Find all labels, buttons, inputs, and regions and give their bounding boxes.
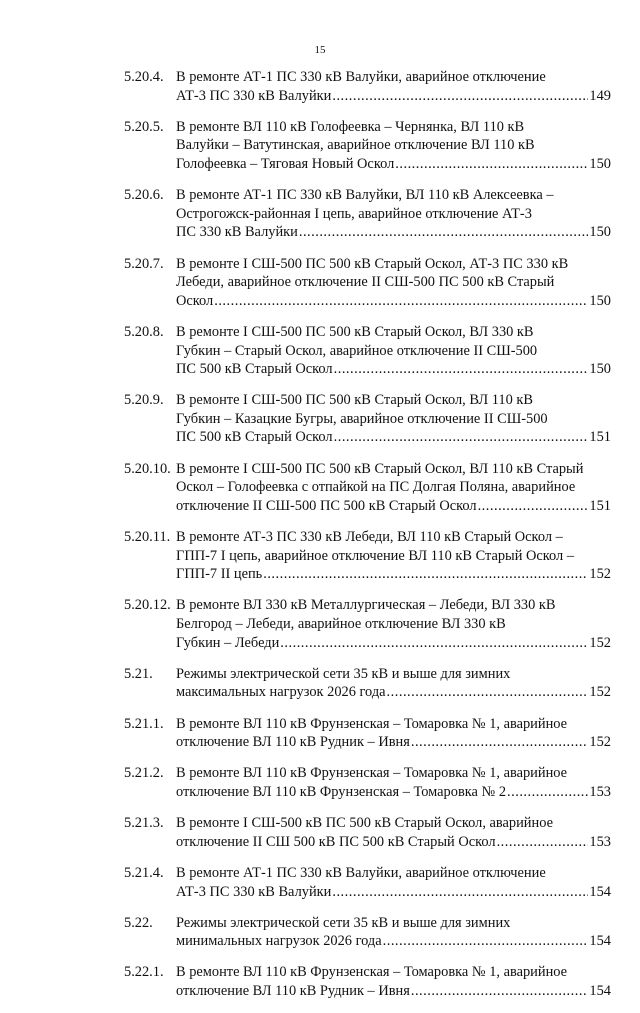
toc-entry-last-line: [176, 683, 611, 702]
toc-entry-line: Режимы электрической сети 35 кВ и выше для зимних: [176, 665, 511, 682]
toc-entry-line: отключение ВЛ 110 кВ Рудник – Ивня: [176, 734, 410, 751]
toc-entry-line: АТ-3 ПС 330 кВ Валуйки: [176, 883, 332, 900]
dot-leader: [334, 428, 589, 447]
toc-entry-line: отключение ВЛ 110 кВ Фрунзенская – Томаровка № 2: [176, 783, 507, 800]
dot-leader: [334, 360, 589, 379]
page-number: 15: [314, 44, 326, 56]
toc-entry-title: [176, 460, 611, 516]
toc-entry-number: 5.21.1.: [124, 715, 164, 732]
toc-entry-title: [176, 963, 611, 1000]
toc-entry-last-line: [176, 497, 611, 516]
toc-entry-last-line: [176, 565, 611, 584]
toc-entry-title: [176, 596, 611, 652]
toc-entry-last-line: [176, 783, 611, 802]
toc-entry-number: 5.21.3.: [124, 815, 164, 832]
toc-entry-line: отключение II СШ 500 кВ ПС 500 кВ Старый Оскол: [176, 833, 496, 850]
table-of-contents: [124, 68, 611, 1013]
toc-entry-line: Лебеди, аварийное отключение II СШ-500 ПС 500 кВ Старый: [176, 274, 555, 291]
dot-leader: [507, 783, 588, 802]
toc-entry[interactable]: [124, 391, 611, 447]
toc-entry-title: [176, 186, 611, 242]
toc-entry-number: 5.20.4.: [124, 69, 164, 85]
toc-entry-number: 5.22.: [124, 914, 153, 931]
toc-entry-line: В ремонте I СШ-500 ПС 500 кВ Старый Оскол, ВЛ 330 кВ: [176, 323, 534, 340]
toc-entry[interactable]: [124, 715, 611, 752]
toc-entry-number: 5.20.8.: [124, 323, 164, 340]
toc-entry-last-line: [176, 932, 611, 951]
toc-entry-page[interactable]: 154: [589, 883, 611, 900]
dot-leader: [263, 565, 588, 584]
toc-entry-last-line: [176, 883, 611, 902]
toc-entry-line: Режимы электрической сети 35 кВ и выше для зимних: [176, 914, 511, 931]
toc-entry-page[interactable]: 150: [589, 155, 611, 172]
toc-entry-last-line: [176, 982, 611, 1001]
toc-entry[interactable]: [124, 914, 611, 951]
toc-entry-number: 5.21.: [124, 665, 153, 682]
dot-leader: [280, 634, 588, 653]
toc-entry-last-line: [176, 733, 611, 752]
toc-entry-title: [176, 914, 611, 951]
toc-entry-line: Губкин – Лебеди: [176, 634, 280, 651]
toc-entry-last-line: [176, 223, 611, 242]
toc-entry[interactable]: [124, 764, 611, 801]
toc-entry-number: 5.21.4.: [124, 864, 164, 881]
dot-leader: [332, 883, 588, 902]
toc-entry-line: отключение II СШ-500 ПС 500 кВ Старый Оскол: [176, 497, 477, 514]
toc-entry-number: 5.20.11.: [124, 529, 171, 546]
toc-entry-page[interactable]: 153: [589, 833, 611, 850]
toc-entry[interactable]: [124, 255, 611, 311]
toc-entry[interactable]: [124, 596, 611, 652]
toc-entry-title: [176, 118, 611, 174]
toc-entry-number: 5.21.2.: [124, 765, 164, 782]
toc-entry-line: ПС 500 кВ Старый Оскол: [176, 361, 333, 378]
toc-entry-last-line: [176, 428, 611, 447]
dot-leader: [383, 932, 589, 951]
toc-entry-title: [176, 391, 611, 447]
dot-leader: [332, 87, 588, 106]
toc-entry-title: [176, 665, 611, 702]
toc-entry-line: В ремонте ВЛ 330 кВ Металлургическая – Лебеди, ВЛ 330 кВ: [176, 597, 556, 614]
dot-leader: [411, 733, 589, 752]
toc-entry-line: Белгород – Лебеди, аварийное отключение ВЛ 330 кВ: [176, 616, 506, 632]
toc-entry[interactable]: [124, 323, 611, 379]
dot-leader: [395, 155, 588, 174]
toc-entry-number: 5.20.6.: [124, 187, 164, 204]
toc-entry-line: В ремонте I СШ-500 ПС 500 кВ Старый Оскол, АТ-3 ПС 330 кВ: [176, 255, 569, 272]
toc-entry-page[interactable]: 152: [589, 566, 611, 583]
toc-entry-line: АТ-3 ПС 330 кВ Валуйки: [176, 87, 332, 104]
dot-leader: [478, 497, 589, 516]
toc-entry-title: [176, 715, 611, 752]
toc-entry-number: 5.20.7.: [124, 255, 164, 272]
toc-entry-line: В ремонте АТ-1 ПС 330 кВ Валуйки, аварийное отключение: [176, 864, 546, 881]
toc-entry-number: 5.20.5.: [124, 118, 164, 135]
dot-leader: [497, 833, 589, 852]
toc-entry-line: Оскол: [176, 292, 214, 309]
toc-entry-line: В ремонте АТ-1 ПС 330 кВ Валуйки, ВЛ 110 кВ Алексеевка –: [176, 187, 554, 204]
toc-entry-line: В ремонте I СШ-500 ПС 500 кВ Старый Оскол, ВЛ 110 кВ: [176, 392, 533, 409]
toc-entry-line: В ремонте ВЛ 110 кВ Фрунзенская – Томаровка № 1, аварийное: [176, 964, 568, 981]
toc-entry-line: ПС 330 кВ Валуйки: [176, 224, 298, 241]
toc-entry-line: Губкин – Старый Оскол, аварийное отключение II СШ-500: [176, 342, 538, 359]
toc-entry-title: [176, 323, 611, 379]
toc-entry-last-line: [176, 87, 611, 106]
toc-entry-page[interactable]: 149: [589, 87, 611, 104]
toc-entry-page[interactable]: 150: [589, 224, 611, 241]
toc-entry-page[interactable]: 150: [589, 361, 611, 378]
toc-entry-line: ГПП-7 I цепь, аварийное отключение ВЛ 110 кВ Старый Оскол –: [176, 547, 575, 564]
toc-entry[interactable]: [124, 118, 611, 174]
toc-entry[interactable]: [124, 460, 611, 516]
toc-entry-line: В ремонте АТ-1 ПС 330 кВ Валуйки, аварийное отключение: [176, 69, 546, 85]
toc-entry[interactable]: [124, 864, 611, 901]
toc-entry[interactable]: [124, 963, 611, 1000]
toc-entry-last-line: [176, 155, 611, 174]
toc-entry-page[interactable]: 152: [589, 684, 611, 701]
toc-entry[interactable]: [124, 665, 611, 702]
toc-entry-number: 5.20.10.: [124, 460, 171, 477]
toc-entry-title: [176, 68, 611, 105]
toc-entry-page[interactable]: 153: [589, 783, 611, 800]
toc-entry[interactable]: [124, 814, 611, 851]
toc-entry-title: [176, 864, 611, 901]
toc-entry-line: Голофеевка – Тяговая Новый Оскол: [176, 155, 395, 172]
dot-leader: [214, 292, 588, 311]
dot-leader: [411, 982, 589, 1001]
toc-entry-line: отключение ВЛ 110 кВ Рудник – Ивня: [176, 983, 410, 1000]
toc-entry-page[interactable]: 151: [589, 497, 611, 514]
toc-entry-title: [176, 528, 611, 584]
toc-entry-line: Валуйки – Ватутинская, аварийное отключение ВЛ 110 кВ: [176, 137, 535, 154]
toc-entry[interactable]: [124, 68, 611, 105]
toc-entry[interactable]: [124, 186, 611, 242]
toc-entry-line: В ремонте АТ-3 ПС 330 кВ Лебеди, ВЛ 110 кВ Старый Оскол –: [176, 529, 563, 546]
toc-entry-number: 5.20.12.: [124, 597, 171, 614]
toc-entry-line: Острогожск-районная I цепь, аварийное отключение АТ-3: [176, 205, 532, 222]
toc-entry[interactable]: [124, 528, 611, 584]
toc-entry-last-line: [176, 833, 611, 852]
toc-entry-page[interactable]: 150: [589, 292, 611, 309]
toc-entry-page[interactable]: 152: [589, 734, 611, 751]
toc-entry-title: [176, 814, 611, 851]
toc-entry-title: [176, 255, 611, 311]
toc-entry-line: В ремонте I СШ-500 кВ ПС 500 кВ Старый Оскол, аварийное: [176, 815, 553, 832]
toc-entry-line: ГПП-7 II цепь: [176, 566, 263, 583]
toc-entry-page[interactable]: 154: [589, 933, 611, 950]
toc-entry-number: 5.20.9.: [124, 392, 164, 409]
toc-entry-line: В ремонте ВЛ 110 кВ Фрунзенская – Томаровка № 1, аварийное: [176, 715, 568, 732]
toc-entry-line: максимальных нагрузок 2026 года: [176, 684, 386, 701]
dot-leader: [299, 223, 589, 242]
toc-entry-line: В ремонте I СШ-500 ПС 500 кВ Старый Оскол, ВЛ 110 кВ Старый: [176, 460, 584, 477]
toc-entry-line: В ремонте ВЛ 110 кВ Голофеевка – Чернянка, ВЛ 110 кВ: [176, 118, 525, 135]
toc-entry-last-line: [176, 292, 611, 311]
toc-entry-line: Губкин – Казацкие Бугры, аварийное отключение II СШ-500: [176, 410, 548, 427]
toc-entry-page[interactable]: 154: [589, 983, 611, 1000]
toc-entry-page[interactable]: 151: [589, 429, 611, 446]
toc-entry-page[interactable]: 152: [589, 634, 611, 651]
toc-entry-line: В ремонте ВЛ 110 кВ Фрунзенская – Томаровка № 1, аварийное: [176, 765, 568, 782]
dot-leader: [387, 683, 589, 702]
toc-entry-title: [176, 764, 611, 801]
toc-entry-line: минимальных нагрузок 2026 года: [176, 933, 382, 950]
toc-entry-line: Оскол – Голофеевка с отпайкой на ПС Долгая Поляна, аварийное: [176, 479, 576, 496]
toc-entry-last-line: [176, 360, 611, 379]
toc-entry-last-line: [176, 634, 611, 653]
toc-entry-line: ПС 500 кВ Старый Оскол: [176, 429, 333, 446]
toc-entry-number: 5.22.1.: [124, 964, 164, 981]
